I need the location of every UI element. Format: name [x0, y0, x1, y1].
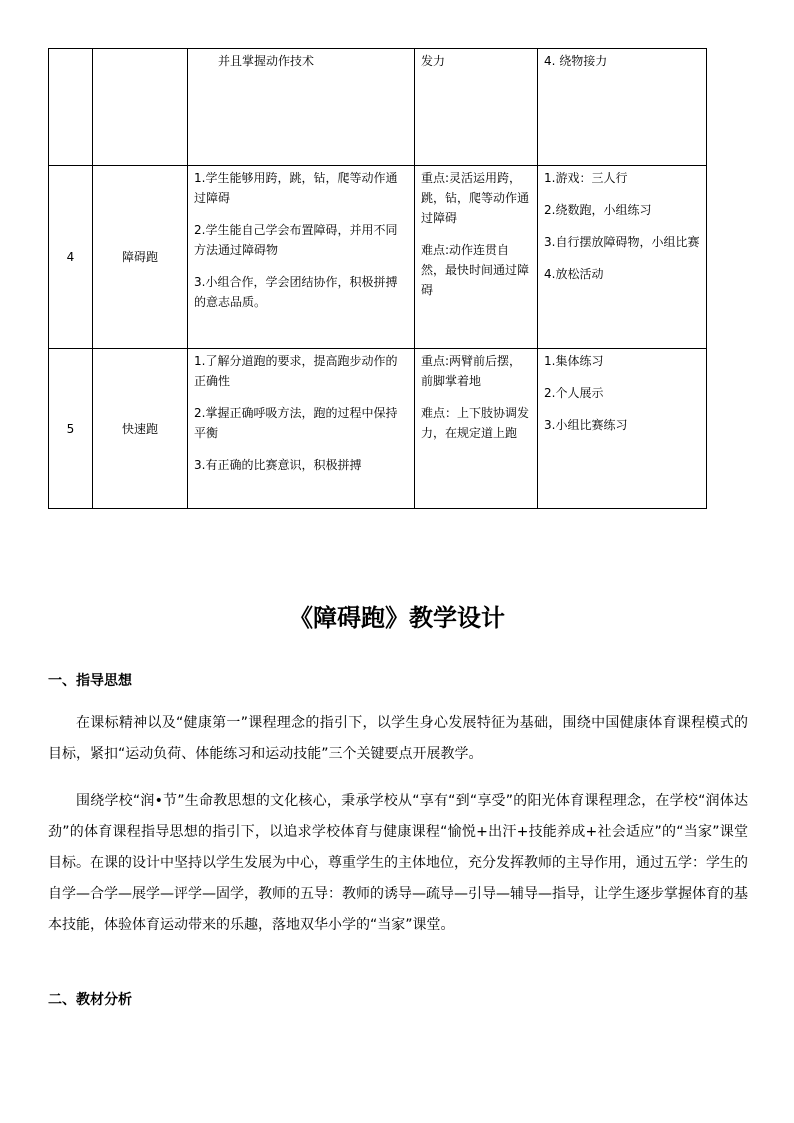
goal-item: 并且掌握动作技术	[218, 54, 315, 68]
method-item: 4.放松活动	[544, 267, 604, 281]
goal-item: 1.学生能够用跨，跳，钻，爬等动作通过障碍	[194, 171, 398, 205]
method-item: 3.小组比赛练习	[544, 418, 628, 432]
key-point-item: 难点：上下肢协调发力，在规定道上跑	[421, 406, 530, 440]
lesson-methods-cell	[538, 349, 707, 509]
method-item: 1.游戏：三人行	[544, 171, 628, 185]
method-item: 3.自行摆放障碍物，小组比赛	[544, 235, 700, 249]
lesson-methods-cell	[538, 166, 707, 349]
table-row	[49, 49, 707, 166]
lesson-goals-cell	[188, 349, 415, 509]
lesson-plan-table	[48, 48, 707, 509]
lesson-goals-cell	[188, 49, 415, 166]
lesson-goals-cell	[188, 166, 415, 349]
lesson-number: 5	[49, 349, 93, 509]
method-item: 4. 绕物接力	[544, 54, 608, 68]
section-heading-material-analysis: 二、教材分析	[48, 992, 132, 1008]
key-point-item: 发力	[421, 54, 446, 68]
lesson-key-points-cell	[415, 49, 538, 166]
key-point-item: 重点:灵活运用跨，跳，钻，爬等动作通过障碍	[421, 171, 530, 225]
section-heading-guiding-ideology: 一、指导思想	[48, 673, 132, 689]
table-row	[49, 349, 707, 509]
paragraph-guiding-2: 围绕学校“润•节”生命教思想的文化核心，秉承学校从“享有“到“享受”的阳光体育课程理念，在学校“润体达劲”的体育课程指导思想的指引下，以追求学校体育与健康课程“愉悦+出汗+技能养成+社会适应”的“当家”课堂目标。在课的设计中坚持以学生发展为中心，尊重学生的主体地位，充分发挥教师的主导作用，通过五学：学生的自学—合学—展学—评学—固学，教师的五导：教师的诱导—疏导—引导—辅导—指导，让学生逐步掌握体育的基本技能，体验体育运动带来的乐趣，落地双华小学的“当家”课堂。	[48, 793, 748, 933]
lesson-key-points-cell	[415, 349, 538, 509]
goal-item: 1.了解分道跑的要求，提高跑步动作的正确性	[194, 354, 398, 388]
lesson-name: 快速跑	[93, 349, 188, 509]
key-point-item: 重点:两臂前后摆，前脚掌着地	[421, 354, 522, 388]
method-item: 2.绕数跑，小组练习	[544, 203, 652, 217]
method-item: 2.个人展示	[544, 386, 604, 400]
paragraph-guiding-1: 在课标精神以及“健康第一”课程理念的指引下，以学生身心发展特征为基础，围绕中国健康体育课程模式的目标，紧扣“运动负荷、体能练习和运动技能”三个关键要点开展教学。	[48, 715, 748, 762]
goal-item: 3.小组合作，学会团结协作，积极拼搏的意志品质。	[194, 275, 398, 309]
lesson-name: 障碍跑	[93, 166, 188, 349]
lesson-name	[93, 49, 188, 166]
document-title: 《障碍跑》教学设计	[289, 603, 505, 632]
method-item: 1.集体练习	[544, 354, 604, 368]
key-point-item: 难点:动作连贯自然，最快时间通过障碍	[421, 243, 530, 297]
goal-item: 2.学生能自己学会布置障碍，并用不同方法通过障碍物	[194, 223, 398, 257]
table-row	[49, 166, 707, 349]
lesson-key-points-cell	[415, 166, 538, 349]
goal-item: 2.掌握正确呼吸方法，跑的过程中保持平衡	[194, 406, 398, 440]
lesson-number: 4	[49, 166, 93, 349]
lesson-methods-cell	[538, 49, 707, 166]
goal-item: 3.有正确的比赛意识，积极拼搏	[194, 458, 362, 472]
lesson-number	[49, 49, 93, 166]
